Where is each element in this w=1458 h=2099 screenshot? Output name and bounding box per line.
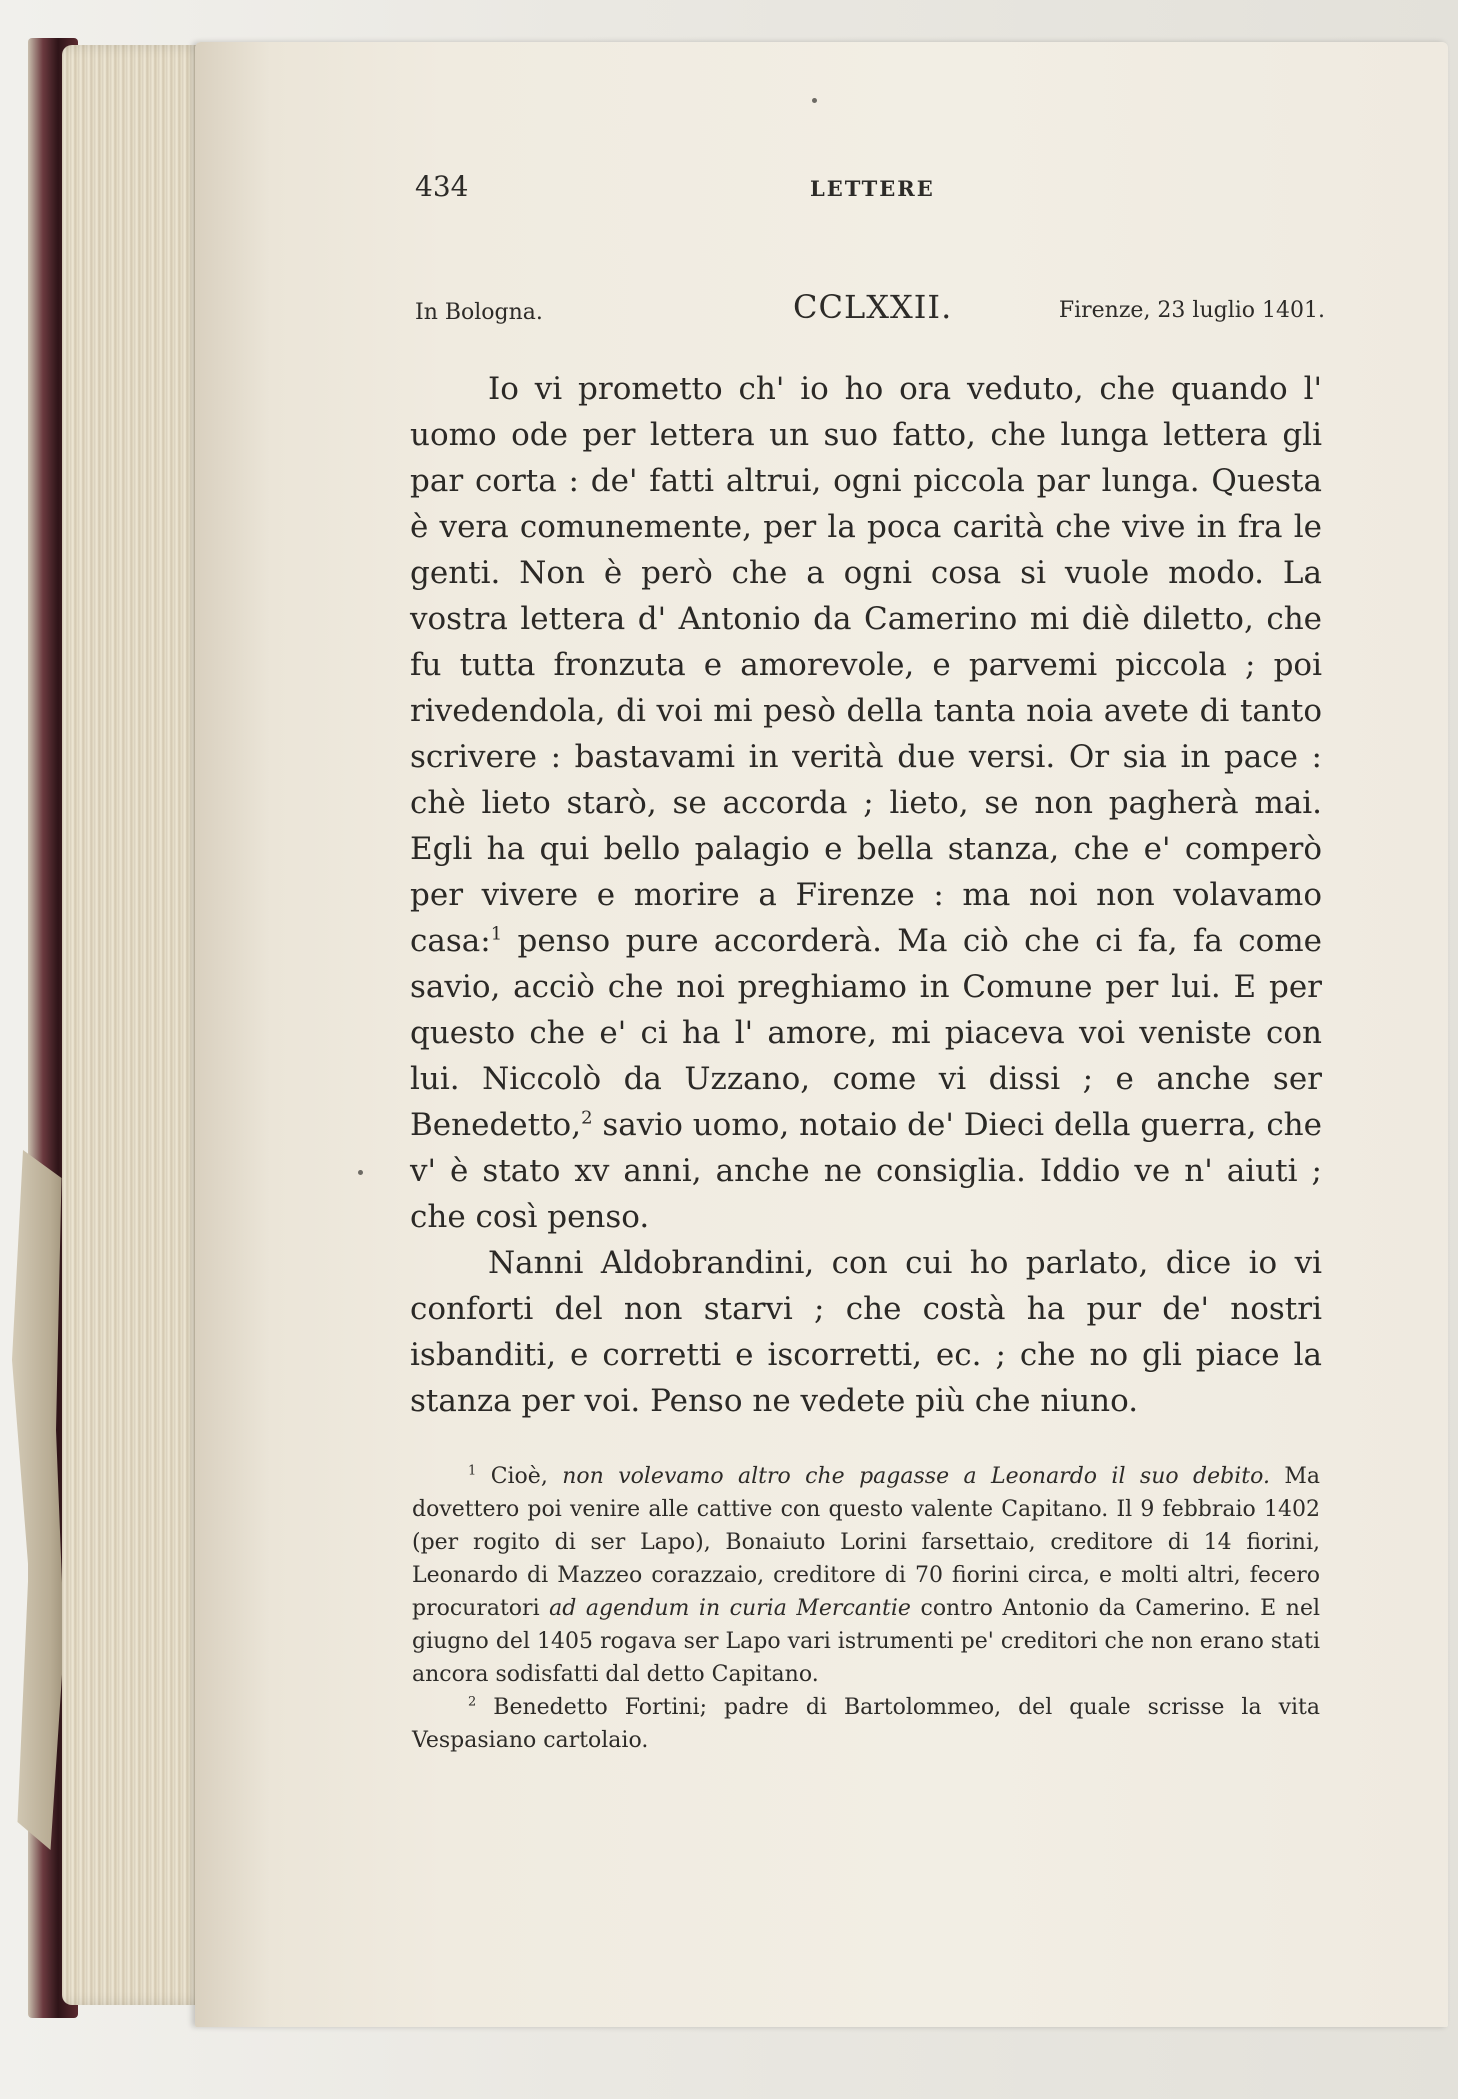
footnote xyxy=(412,1460,1320,1691)
letter-body xyxy=(410,366,1322,1424)
page-edges xyxy=(62,45,212,2005)
running-head: LETTERE xyxy=(810,176,935,201)
body-text-span: penso pure accorderà. Ma ciò che ci fa, fa come savio, acciò che noi preghiamo in Comune per lui. E per questo che e' ci ha l' amore, mi piaceva voi veniste con lui. Niccolò da Uzzano, come vi dissi ; e anche ser Benedetto, xyxy=(410,923,1322,1143)
footnote-text: Ma dovettero poi venire alle cattive con questo valente Capitano. Il 9 febbraio 1402 (per rogito di ser Lapo), Bonaiuto Lorini farsettaio, creditore di 14 fiorini, Leonardo di Mazzeo corazzaio, creditore di 70 fiorini circa, e molti altri, fecero procuratori xyxy=(412,1464,1320,1621)
footnote-mark: 1 xyxy=(468,1463,477,1479)
letter-heading xyxy=(415,288,1325,338)
body-text-span: savio uomo, notaio de' Dieci della guerra, che v' è stato xv anni, anche ne consiglia. Iddio ve n' aiuti ; che così penso. xyxy=(410,1107,1322,1235)
footnote-text: contro Antonio da Camerino. E nel giugno del 1405 rogava ser Lapo vari istrumenti pe' creditori che non erano stati ancora sodisfatti dal detto Capitano. xyxy=(412,1596,1321,1687)
footnote-text: Cioè, xyxy=(476,1464,563,1489)
footnote-italic: non volevamo altro che pagasse a Leonardo il suo debito. xyxy=(562,1464,1270,1489)
letter-number: CCLXXII. xyxy=(793,288,953,326)
footnote xyxy=(412,1691,1320,1757)
footnote-ref: 1 xyxy=(490,923,503,945)
paper-speck xyxy=(812,98,817,103)
footnote-text: Benedetto Fortini; padre di Bartolommeo, del quale scrisse la vita Vespasiano cartolaio. xyxy=(412,1695,1320,1753)
footnote-italic: ad agendum in curia Mercantie xyxy=(549,1596,911,1621)
letter-dateline: Firenze, 23 luglio 1401. xyxy=(1058,298,1325,323)
body-paragraph: Nanni Aldobrandini, con cui ho parlato, dice io vi conforti del non starvi ; che costà ha pur de' nostri isbanditi, e corretti e iscorretti, ec. ; che no gli piace la stanza per voi. Penso ne vedete più che niuno. xyxy=(410,1245,1322,1419)
footnote-ref: 2 xyxy=(581,1107,593,1129)
page-header xyxy=(415,170,1320,210)
letter-recipient: In Bologna. xyxy=(415,300,543,325)
body-paragraph xyxy=(410,366,1322,1240)
page-number: 434 xyxy=(415,170,469,203)
footnote-mark: 2 xyxy=(468,1694,477,1710)
paper-speck xyxy=(358,1170,363,1175)
footnotes xyxy=(412,1460,1320,1757)
body-text-span: Io vi prometto ch' io ho ora veduto, che quando l' uomo ode per lettera un suo fatto, che lunga lettera gli par corta : de' fatti altrui, ogni piccola par lunga. Questa è vera comunemente, per la poca carità che vive in fra le genti. Non è però che a ogni cosa si vuole modo. La vostra lettera d' Antonio da Camerino mi diè diletto, che fu tutta fronzuta e amorevole, e parvemi piccola ; poi rivedendola, di voi mi pesò della tanta noia avete di tanto scrivere : bastavami in verità due versi. Or sia in pace : chè lieto starò, se accorda ; lieto, se non pagherà mai. Egli ha qui bello palagio e bella stanza, che e' comperò per vivere e morire a Firenze : ma noi non volavamo casa: xyxy=(410,371,1322,959)
